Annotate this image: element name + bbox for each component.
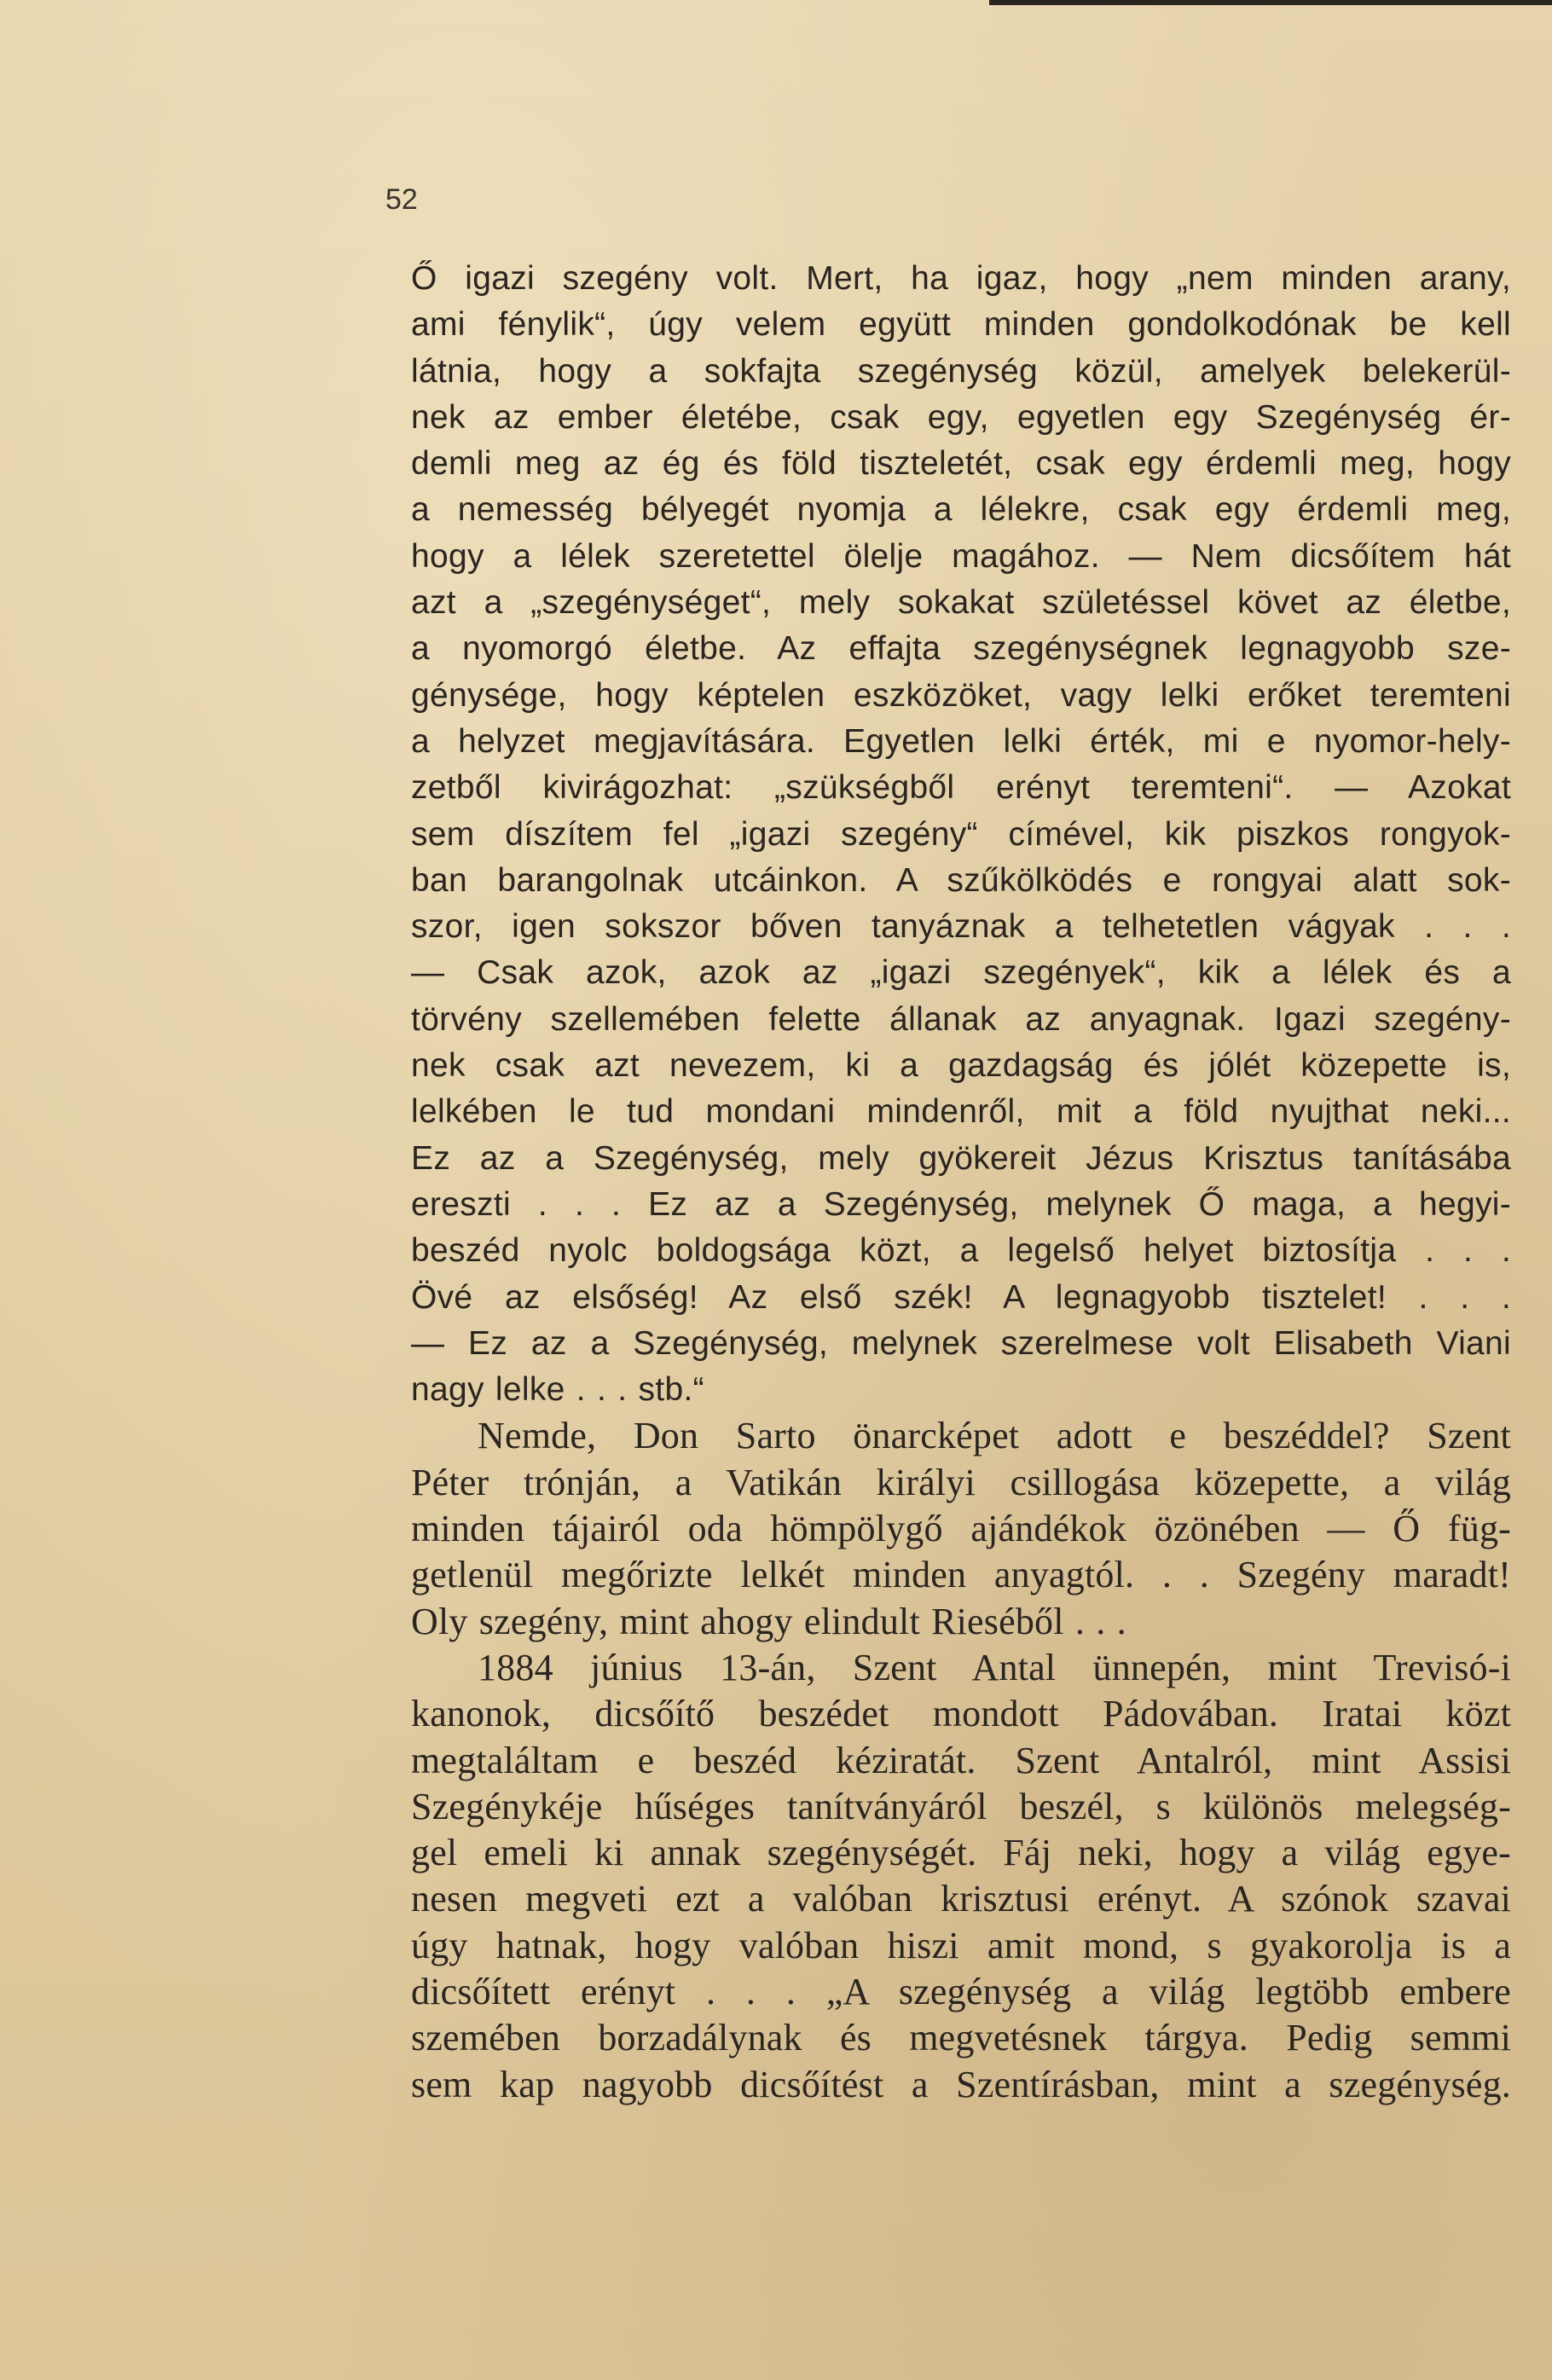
text-line: lelkében le tud mondani mindenről, mit a föld nyujthat neki... <box>411 1093 1511 1131</box>
text-line: Nemde, Don Sarto önarcképet adott e beszéddel? Szent <box>478 1415 1511 1457</box>
text-line: azt a „szegénységet“, mely sokakat születéssel követ az életbe, <box>411 584 1511 622</box>
text-line: nek az ember életébe, csak egy, egyetlen egy Szegénység ér- <box>411 398 1511 436</box>
text-line: — Ez az a Szegénység, melynek szerelmese volt Elisabeth Viani <box>411 1324 1511 1362</box>
text-line: törvény szellemében felette állanak az anyagnak. Igazi szegény- <box>411 1000 1511 1038</box>
text-line: Övé az elsőség! Az első szék! A legnagyobb tisztelet! . . . <box>411 1278 1511 1316</box>
text-line: nagy lelke . . . stb.“ <box>411 1371 704 1409</box>
text-line: a nyomorgó életbe. Az effajta szegénységnek legnagyobb sze- <box>411 630 1511 668</box>
text-line: dicsőített erényt . . . „A szegénység a világ legtöbb embere <box>411 1970 1511 2012</box>
text-line: — Csak azok, azok az „igazi szegények“, kik a lélek és a <box>411 954 1511 992</box>
text-line: ami fénylik“, úgy velem együtt minden gondolkodónak be kell <box>411 306 1511 344</box>
text-line: Szegénykéje hűséges tanítványáról beszél, s különös melegség- <box>411 1785 1511 1827</box>
text-line: kanonok, dicsőítő beszédet mondott Pádovában. Iratai közt <box>411 1693 1511 1735</box>
text-line: getlenül megőrizte lelkét minden anyagtól. . . Szegény maradt! <box>411 1554 1511 1596</box>
page-number: 52 <box>385 183 418 216</box>
text-line: sem kap nagyobb dicsőítést a Szentírásban, mint a szegénység. <box>411 2063 1511 2105</box>
text-line: demli meg az ég és föld tiszteletét, csak egy érdemli meg, hogy <box>411 445 1511 483</box>
text-line: ereszti . . . Ez az a Szegénység, melynek Ő maga, a hegyi- <box>411 1185 1511 1223</box>
text-line: nesen megveti ezt a valóban krisztusi erényt. A szónok szavai <box>411 1878 1511 1920</box>
text-line: ban barangolnak utcáinkon. A szűkölködés e rongyai alatt sok- <box>411 861 1511 899</box>
text-line: szor, igen sokszor bőven tanyáznak a telhetetlen vágyak . . . <box>411 908 1511 946</box>
text-line: hogy a lélek szeretettel ölelje magához. — Nem dicsőítem hát <box>411 537 1511 575</box>
text-line: beszéd nyolc boldogsága közt, a legelső helyet biztosítja . . . <box>411 1232 1511 1270</box>
text-line: sem díszítem fel „igazi szegény“ címével, kik piszkos rongyok- <box>411 815 1511 853</box>
text-line: gel emeli ki annak szegénységét. Fáj neki, hogy a világ egye- <box>411 1832 1511 1874</box>
text-line: Ő igazi szegény volt. Mert, ha igaz, hogy „nem minden arany, <box>411 260 1511 297</box>
text-line: úgy hatnak, hogy valóban hiszi amit mond, s gyakorolja is a <box>411 1924 1511 1966</box>
text-line: a nemesség bélyegét nyomja a lélekre, csak egy érdemli meg, <box>411 491 1511 529</box>
text-line: a helyzet megjavítására. Egyetlen lelki érték, mi e nyomor-hely- <box>411 722 1511 760</box>
text-line: minden tájairól oda hömpölygő ajándékok özönében — Ő füg- <box>411 1508 1511 1550</box>
text-line: 1884 június 13-án, Szent Antal ünnepén, mint Trevisó-i <box>478 1646 1511 1688</box>
body-text <box>411 256 1511 2108</box>
text-line: Péter trónján, a Vatikán királyi csillogása közepette, a világ <box>411 1461 1511 1503</box>
text-line: nek csak azt nevezem, ki a gazdagság és jólét közepette is, <box>411 1047 1511 1085</box>
text-line: szemében borzadálynak és megvetésnek tárgya. Pedig semmi <box>411 2017 1511 2059</box>
text-line: megtaláltam e beszéd kéziratát. Szent Antalról, mint Assisi <box>411 1739 1511 1781</box>
text-line: Ez az a Szegénység, mely gyökereit Jézus Krisztus tanításába <box>411 1139 1511 1177</box>
text-line: zetből kivirágozhat: „szükségből erényt teremteni“. — Azokat <box>411 769 1511 807</box>
page-edge-shadow <box>989 0 1552 5</box>
text-line: látnia, hogy a sokfajta szegénység közül, amelyek belekerül- <box>411 352 1511 390</box>
text-line: génysége, hogy képtelen eszközöket, vagy lelki erőket teremteni <box>411 676 1511 714</box>
text-line: Oly szegény, mint ahogy elindult Rieséből . . . <box>411 1600 1126 1642</box>
